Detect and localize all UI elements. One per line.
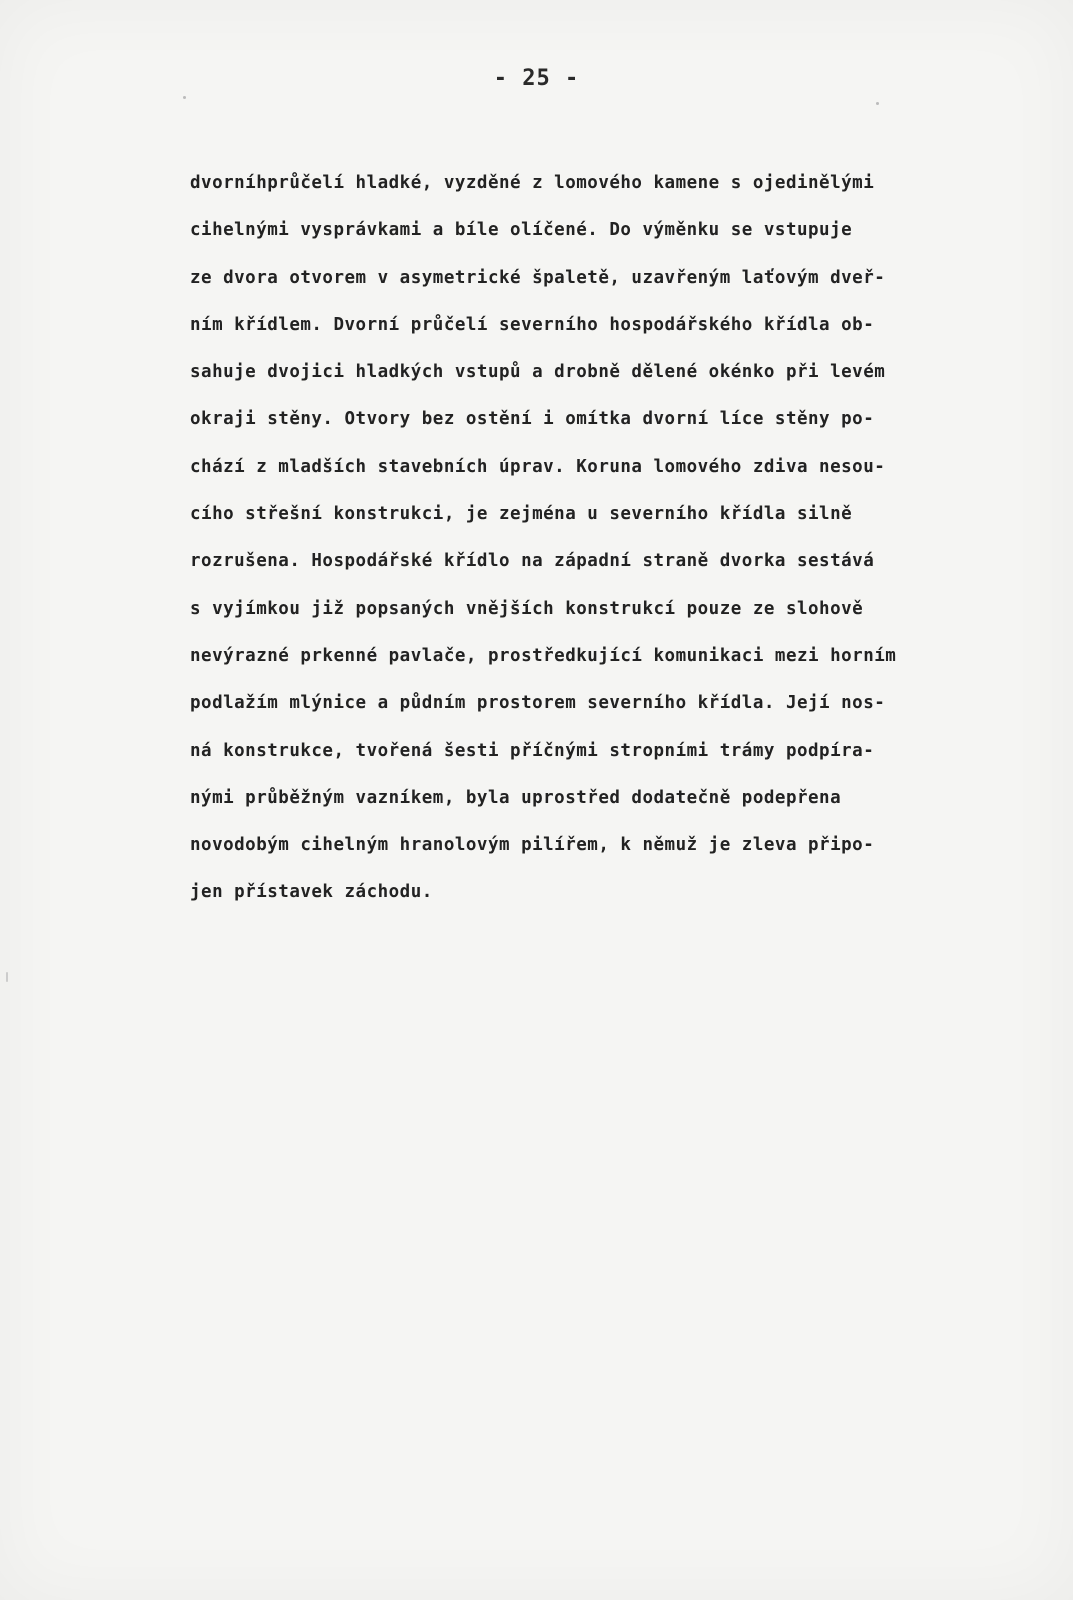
- text-line: podlažím mlýnice a půdním prostorem severního křídla. Její nos-: [190, 693, 886, 714]
- text-line: jen přístavek záchodu.: [190, 882, 433, 903]
- text-line: ná konstrukce, tvořená šesti příčnými stropními trámy podpíra-: [190, 740, 875, 761]
- text-line: novodobým cihelným hranolovým pilířem, k němuž je zleva připo-: [190, 835, 875, 856]
- text-line: nevýrazné prkenné pavlače, prostředkující komunikaci mezi horním: [190, 645, 897, 666]
- text-line: ním křídlem. Dvorní průčelí severního hospodářského křídla ob-: [190, 314, 875, 335]
- paper-speck: [876, 102, 879, 105]
- text-line: cihelnými vysprávkami a bíle olíčené. Do výměnku se vstupuje: [190, 220, 853, 241]
- text-line: dvorníhprůčelí hladké, vyzděné z lomového kamene s ojedinělými: [190, 173, 875, 193]
- paper-speck: [183, 96, 186, 99]
- text-line: okraji stěny. Otvory bez ostění i omítka dvorní líce stěny po-: [190, 409, 875, 430]
- text-line: rozrušena. Hospodářské křídlo na západní straně dvorka sestává: [190, 551, 875, 572]
- text-line: chází z mladších stavebních úprav. Koruna lomového zdiva nesou-: [190, 456, 886, 477]
- text-line: ze dvora otvorem v asymetrické špaletě, uzavřeným laťovým dveř-: [190, 267, 886, 288]
- text-line: cího střešní konstrukci, je zejména u severního křídla silně: [190, 504, 853, 525]
- body-text: [190, 160, 1050, 917]
- paper-speck: [6, 972, 8, 982]
- text-line: s vyjímkou již popsaných vnějších konstrukcí pouze ze slohově: [190, 598, 864, 619]
- page-number: - 25 -: [493, 66, 580, 91]
- text-line: nými průběžným vazníkem, byla uprostřed dodatečně podepřena: [190, 787, 842, 808]
- text-line: sahuje dvojici hladkých vstupů a drobně dělené okénko při levém: [190, 362, 886, 383]
